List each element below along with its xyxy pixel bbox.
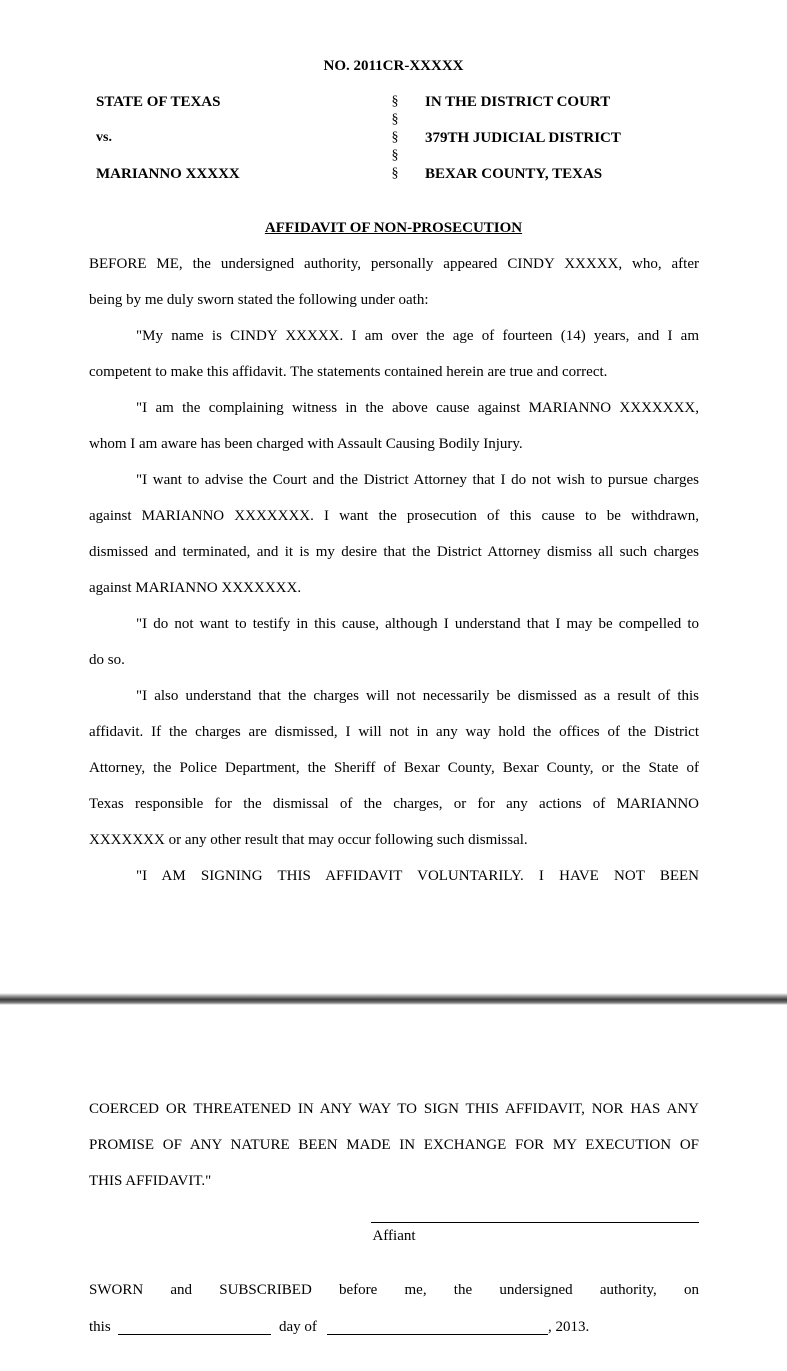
body-line: "I AM SIGNING THIS AFFIDAVIT VOLUNTARILY. I HAVE NOT BEEN <box>136 868 699 884</box>
caption-district: 379TH JUDICIAL DISTRICT <box>425 130 621 146</box>
date-prefix: this <box>89 1319 111 1335</box>
body-line: affidavit. If the charges are dismissed, I will not in any way hold the offices of the District <box>89 724 699 740</box>
body-line: "My name is CINDY XXXXX. I am over the age of fourteen (14) years, and I am <box>136 328 699 344</box>
affiant-label: Affiant <box>372 1228 416 1244</box>
body-line: BEFORE ME, the undersigned authority, personally appeared CINDY XXXXX, who, after <box>89 256 699 272</box>
body-line: against MARIANNO XXXXXXX. I want the prosecution of this cause to be withdrawn, <box>89 508 699 524</box>
body-line: XXXXXXX or any other result that may occur following such dismissal. <box>89 832 528 848</box>
body-line: PROMISE OF ANY NATURE BEEN MADE IN EXCHANGE FOR MY EXECUTION OF <box>89 1137 699 1153</box>
body-line: COERCED OR THREATENED IN ANY WAY TO SIGN THIS AFFIDAVIT, NOR HAS ANY <box>89 1101 699 1117</box>
body-line: dismissed and terminated, and it is my desire that the District Attorney dismiss all such charges <box>89 544 699 560</box>
body-line: THIS AFFIDAVIT." <box>89 1173 212 1189</box>
caption-state: STATE OF TEXAS <box>96 94 221 110</box>
body-line: competent to make this affidavit. The statements contained herein are true and correct. <box>89 364 608 380</box>
affiant-signature-line[interactable] <box>371 1222 699 1223</box>
body-line: against MARIANNO XXXXXXX. <box>89 580 302 596</box>
body-line: "I want to advise the Court and the District Attorney that I do not wish to pursue charges <box>136 472 699 488</box>
body-line: being by me duly sworn stated the following under oath: <box>89 292 429 308</box>
case-number: NO. 2011CR-XXXXX <box>323 58 464 74</box>
body-line: "I am the complaining witness in the above cause against MARIANNO XXXXXXX, <box>136 400 699 416</box>
body-line: "I also understand that the charges will not necessarily be dismissed as a result of this <box>136 688 699 704</box>
sworn-statement: SWORN and SUBSCRIBED before me, the undersigned authority, on <box>89 1282 699 1298</box>
section-mark: § <box>391 112 399 127</box>
caption-vs: vs. <box>96 130 112 145</box>
section-mark: § <box>391 148 399 163</box>
body-line: whom I am aware has been charged with Assault Causing Bodily Injury. <box>89 436 523 452</box>
document-title: AFFIDAVIT OF NON-PROSECUTION <box>264 220 523 236</box>
body-line: Texas responsible for the dismissal of the charges, or for any actions of MARIANNO <box>89 796 699 812</box>
page-break-divider <box>0 993 787 1005</box>
section-mark: § <box>391 94 399 109</box>
section-mark: § <box>391 130 399 145</box>
date-suffix: , 2013. <box>548 1319 590 1335</box>
date-middle: day of <box>279 1319 317 1335</box>
month-blank-line[interactable] <box>327 1334 548 1335</box>
caption-defendant: MARIANNO XXXXX <box>96 166 240 182</box>
body-line: do so. <box>89 652 125 668</box>
section-mark: § <box>391 166 399 181</box>
caption-county: BEXAR COUNTY, TEXAS <box>425 166 603 182</box>
day-blank-line[interactable] <box>118 1334 271 1335</box>
caption-court: IN THE DISTRICT COURT <box>425 94 611 110</box>
body-line: "I do not want to testify in this cause, although I understand that I may be compelled to <box>136 616 699 632</box>
body-line: Attorney, the Police Department, the Sheriff of Bexar County, Bexar County, or the State of <box>89 760 699 776</box>
